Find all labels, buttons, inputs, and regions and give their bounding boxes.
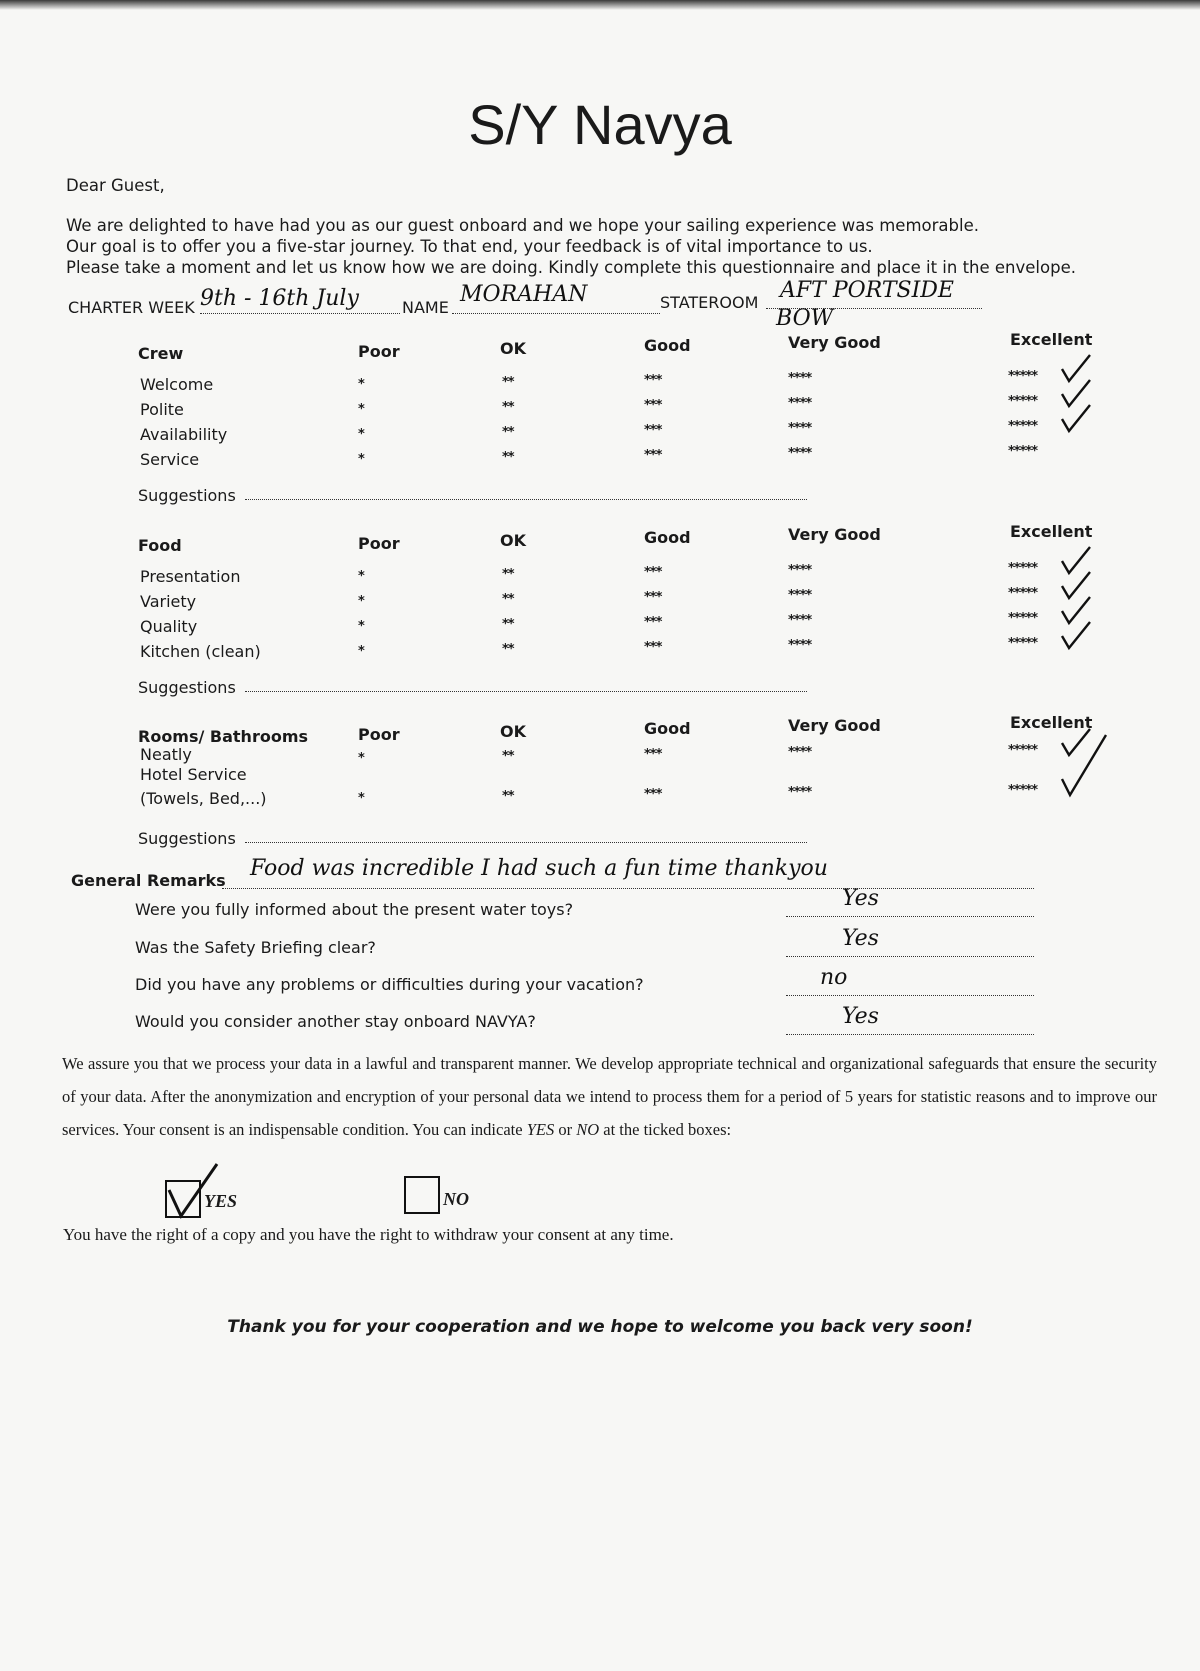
rating-stars[interactable]: **** — [788, 396, 812, 411]
rating-item-label: Service — [140, 450, 200, 469]
legal-or-word: or — [554, 1120, 577, 1139]
rating-stars[interactable]: ***** — [1008, 369, 1037, 384]
rating-stars[interactable]: * — [358, 377, 364, 392]
question-text: Did you have any problems or difficulties during your vacation? — [135, 975, 644, 994]
answer-value[interactable]: Yes — [842, 886, 879, 911]
rating-column-header: OK — [500, 339, 526, 358]
legal-body: We assure you that we process your data in a lawful and transparent manner. We develop appropriate technical and organizational safeguards that ensure the security of your data. After the anonymization and encryption of your personal data we intend to process them for a period of 5 years for statistic reasons and to improve our services. Your consent is an indispensable condition. You can indicate — [62, 1054, 1157, 1139]
answer-line — [786, 916, 1034, 917]
consent-yes-label: YES — [204, 1191, 238, 1211]
rating-item-label: Kitchen (clean) — [140, 642, 261, 661]
answer-value[interactable]: Yes — [842, 1004, 879, 1029]
rating-stars[interactable]: ** — [502, 749, 514, 764]
section-title: Crew — [138, 344, 184, 363]
rating-stars[interactable]: ***** — [1008, 783, 1037, 798]
rating-stars[interactable]: **** — [788, 613, 812, 628]
rating-stars[interactable]: ** — [502, 400, 514, 415]
rating-stars[interactable]: **** — [788, 588, 812, 603]
rating-stars[interactable]: *** — [644, 615, 662, 630]
rating-stars[interactable]: ***** — [1008, 561, 1037, 576]
question-text: Was the Safety Briefing clear? — [135, 938, 376, 957]
rating-stars[interactable]: * — [358, 452, 364, 467]
intro-line-3: Please take a moment and let us know how we are doing. Kindly complete this questionnaire and place it in the envelope. — [66, 258, 1076, 277]
rating-stars[interactable]: ** — [502, 425, 514, 440]
rating-stars[interactable]: ** — [502, 450, 514, 465]
charter-week-line — [200, 313, 400, 314]
rating-stars[interactable]: * — [358, 569, 364, 584]
stateroom-value-2[interactable]: BOW — [776, 306, 834, 331]
rating-column-header: Poor — [358, 725, 400, 744]
rating-stars[interactable]: ***** — [1008, 611, 1037, 626]
rating-item-label: Variety — [140, 592, 197, 611]
check-mark-icon — [1062, 405, 1096, 435]
question-text: Were you fully informed about the present water toys? — [135, 900, 574, 919]
section-title: Rooms/ Bathrooms — [138, 727, 309, 746]
rating-stars[interactable]: **** — [788, 745, 812, 760]
rating-column-header: Good — [644, 528, 691, 547]
suggestions-line — [245, 842, 807, 843]
rating-stars[interactable]: ***** — [1008, 586, 1037, 601]
rating-stars[interactable]: * — [358, 594, 364, 609]
stateroom-label: STATEROOM — [660, 293, 759, 312]
stateroom-value[interactable]: AFT PORTSIDE — [780, 278, 954, 303]
rating-stars[interactable]: **** — [788, 371, 812, 386]
rating-stars[interactable]: * — [358, 402, 364, 417]
general-remarks-value[interactable]: Food was incredible I had such a fun time thankyou — [250, 856, 828, 881]
thank-you-message: Thank you for your cooperation and we hope to welcome you back very soon! — [227, 1317, 973, 1337]
rating-stars[interactable]: *** — [644, 747, 662, 762]
rating-item-label: Welcome — [140, 375, 214, 394]
rating-column-header: OK — [500, 722, 526, 741]
intro-line-1: We are delighted to have had you as our guest onboard and we hope your sailing experience was memorable. — [66, 216, 979, 235]
suggestions-line — [245, 499, 807, 500]
answer-value[interactable]: no — [820, 965, 848, 990]
rating-item-label: Presentation — [140, 567, 241, 586]
rating-column-header: Poor — [358, 534, 400, 553]
answer-line — [786, 956, 1034, 957]
rating-column-header: Poor — [358, 342, 400, 361]
rating-stars[interactable]: *** — [644, 423, 662, 438]
rating-stars[interactable]: *** — [644, 448, 662, 463]
rating-stars[interactable]: **** — [788, 421, 812, 436]
rating-stars[interactable]: *** — [644, 398, 662, 413]
charter-week-value[interactable]: 9th - 16th July — [200, 286, 359, 311]
rating-stars[interactable]: ** — [502, 642, 514, 657]
rating-column-header: Very Good — [788, 333, 881, 352]
rating-stars[interactable]: **** — [788, 446, 812, 461]
rating-column-header: Good — [644, 719, 691, 738]
rating-stars[interactable]: *** — [644, 373, 662, 388]
rating-column-header: Excellent — [1010, 330, 1093, 349]
name-value[interactable]: MORAHAN — [460, 282, 588, 307]
section-title: Food — [138, 536, 182, 555]
rating-stars[interactable]: ***** — [1008, 743, 1037, 758]
legal-no-word: NO — [576, 1120, 600, 1139]
question-text: Would you consider another stay onboard NAVYA? — [135, 1012, 536, 1031]
legal-text — [62, 1047, 1157, 1146]
rating-stars[interactable]: *** — [644, 787, 662, 802]
rating-stars[interactable]: ***** — [1008, 394, 1037, 409]
rating-stars[interactable]: ** — [502, 617, 514, 632]
rating-item-label: Quality — [140, 617, 198, 636]
intro-line-2: Our goal is to offer you a five-star journey. To that end, your feedback is of vital importance to us. — [66, 237, 873, 256]
charter-week-label: CHARTER WEEK — [68, 298, 195, 317]
rating-stars[interactable]: ***** — [1008, 444, 1037, 459]
rating-column-header: Good — [644, 336, 691, 355]
page-title: S/Y Navya — [468, 93, 732, 156]
rating-column-header: Excellent — [1010, 713, 1093, 732]
check-mark-icon — [1062, 622, 1096, 652]
rating-stars[interactable]: ***** — [1008, 419, 1037, 434]
answer-line — [786, 1034, 1034, 1035]
rating-column-header: Excellent — [1010, 522, 1093, 541]
rights-text: You have the right of a copy and you have the right to withdraw your consent at any time. — [63, 1225, 674, 1244]
rating-stars[interactable]: ***** — [1008, 636, 1037, 651]
suggestions-label: Suggestions — [138, 486, 236, 505]
rating-stars[interactable]: *** — [644, 590, 662, 605]
rating-column-header: Very Good — [788, 716, 881, 735]
legal-yes-word: YES — [526, 1120, 555, 1139]
suggestions-label: Suggestions — [138, 678, 236, 697]
rating-stars[interactable]: * — [358, 644, 364, 659]
rating-column-header: Very Good — [788, 525, 881, 544]
consent-yes-checkbox[interactable] — [165, 1180, 201, 1218]
rating-item-label: Neatly — [140, 745, 192, 764]
rating-item-label: (Towels, Bed,...) — [140, 789, 267, 808]
rating-item-label: Polite — [140, 400, 184, 419]
name-label: NAME — [402, 298, 449, 317]
name-line — [452, 313, 660, 314]
general-remarks-line — [222, 888, 1034, 889]
consent-no-label: NO — [443, 1189, 469, 1209]
rating-stars[interactable]: ** — [502, 789, 514, 804]
consent-no-checkbox[interactable] — [404, 1176, 440, 1214]
rating-stars[interactable]: * — [358, 619, 364, 634]
rating-stars[interactable]: * — [358, 427, 364, 442]
rating-stars[interactable]: * — [358, 751, 364, 766]
rating-stars[interactable]: ** — [502, 567, 514, 582]
rating-stars[interactable]: ** — [502, 592, 514, 607]
rating-item-label: Availability — [140, 425, 228, 444]
greeting: Dear Guest, — [66, 176, 165, 195]
general-remarks-label: General Remarks — [71, 871, 226, 890]
rating-stars[interactable]: * — [358, 791, 364, 806]
rating-stars[interactable]: *** — [644, 640, 662, 655]
suggestions-line — [245, 691, 807, 692]
answer-line — [786, 995, 1034, 996]
legal-end: at the ticked boxes: — [599, 1120, 732, 1139]
rating-stars[interactable]: **** — [788, 785, 812, 800]
rating-column-header: OK — [500, 531, 526, 550]
scan-edge — [0, 0, 1200, 10]
rating-stars[interactable]: **** — [788, 563, 812, 578]
rating-stars[interactable]: ** — [502, 375, 514, 390]
check-mark-icon — [1062, 729, 1122, 799]
rating-item-label: Hotel Service — [140, 765, 247, 784]
suggestions-label: Suggestions — [138, 829, 236, 848]
answer-value[interactable]: Yes — [842, 926, 879, 951]
rating-stars[interactable]: **** — [788, 638, 812, 653]
rating-stars[interactable]: *** — [644, 565, 662, 580]
